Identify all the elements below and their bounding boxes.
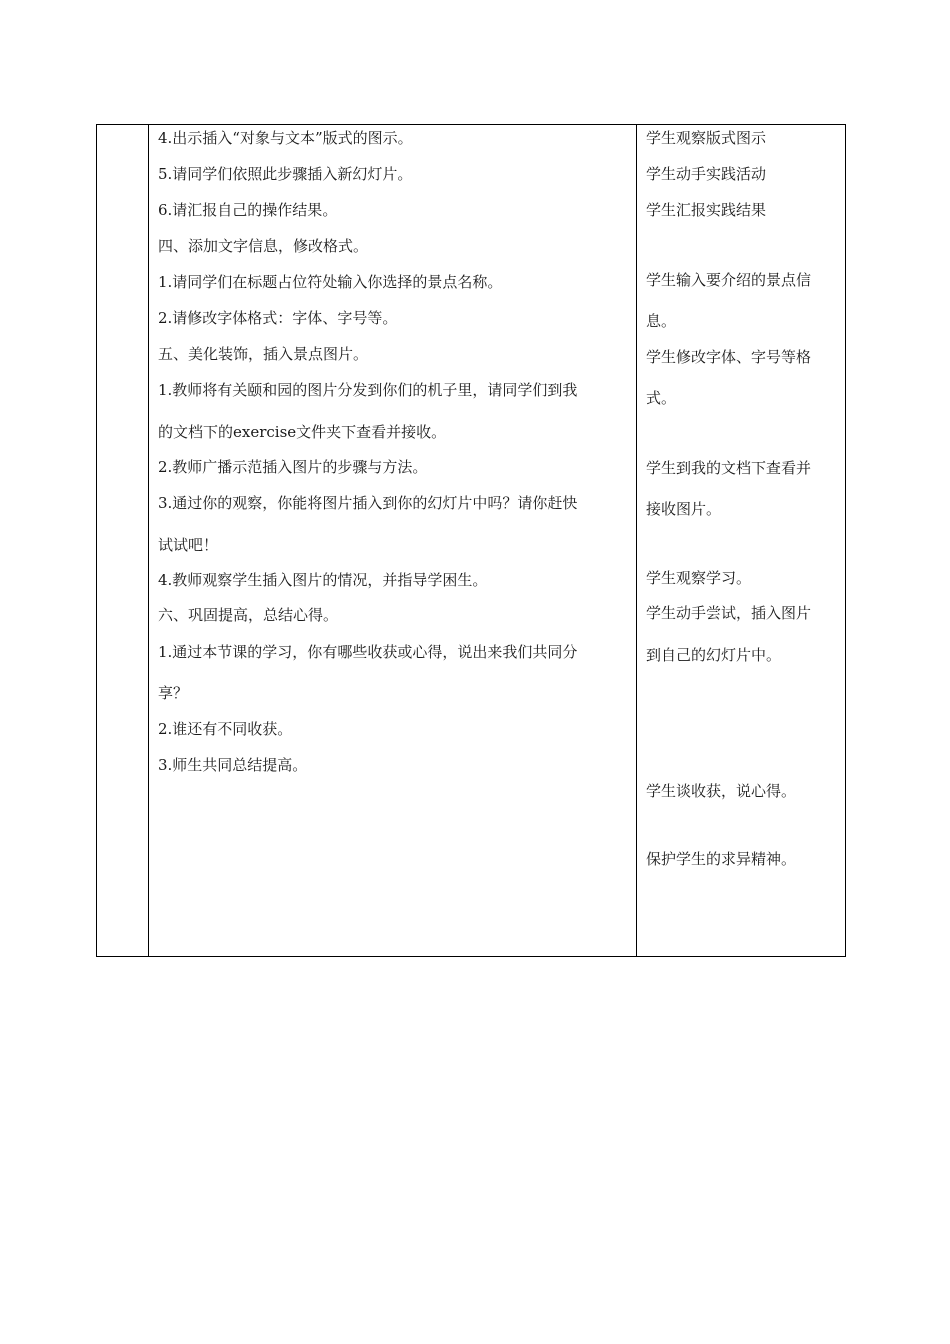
teacher-line: 2.教师广播示范插入图片的步骤与方法。 [158,458,428,476]
teacher-line: 1.请同学们在标题占位符处输入你选择的景点名称。 [158,273,503,291]
column-divider-left [148,125,149,956]
student-line: 学生动手实践活动 [646,165,767,183]
student-line: 学生观察版式图示 [646,129,767,147]
teacher-line: 1.教师将有关颐和园的图片分发到你们的机子里，请同学们到我 [158,381,578,399]
section-heading: 六、巩固提高，总结心得。 [158,606,339,624]
student-line: 式。 [646,389,677,407]
student-line: 学生动手尝试，插入图片 [646,604,812,622]
teacher-line: 2.谁还有不同收获。 [158,720,293,738]
student-line: 接收图片。 [646,500,722,518]
student-line: 学生输入要介绍的景点信 [646,271,812,289]
student-line: 学生修改字体、字号等格 [646,348,812,366]
column-divider-middle [636,125,637,956]
teacher-line: 的文档下的exercise文件夹下查看并接收。 [158,423,447,441]
teacher-line: 试试吧！ [158,536,219,554]
teacher-line: 3.师生共同总结提高。 [158,756,308,774]
student-line: 学生汇报实践结果 [646,201,767,219]
section-heading: 四、添加文字信息，修改格式。 [158,237,369,255]
teacher-line: 6.请汇报自己的操作结果。 [158,201,338,219]
teacher-line: 4.教师观察学生插入图片的情况，并指导学困生。 [158,571,488,589]
student-line: 学生谈收获，说心得。 [646,782,797,800]
teacher-line: 3.通过你的观察，你能将图片插入到你的幻灯片中吗？请你赶快 [158,494,578,512]
teacher-line: 5.请同学们依照此步骤插入新幻灯片。 [158,165,413,183]
student-line: 息。 [646,312,677,330]
teacher-line: 2.请修改字体格式：字体、字号等。 [158,309,398,327]
teacher-line: 1.通过本节课的学习，你有哪些收获或心得，说出来我们共同分 [158,643,578,661]
teacher-line: 享？ [158,684,189,702]
student-line: 学生到我的文档下查看并 [646,459,812,477]
student-line: 到自己的幻灯片中。 [646,646,782,664]
section-heading: 五、美化装饰，插入景点图片。 [158,345,369,363]
teacher-line: 4.出示插入“对象与文本”版式的图示。 [158,129,413,147]
student-line: 保护学生的求异精神。 [646,850,797,868]
student-line: 学生观察学习。 [646,569,752,587]
